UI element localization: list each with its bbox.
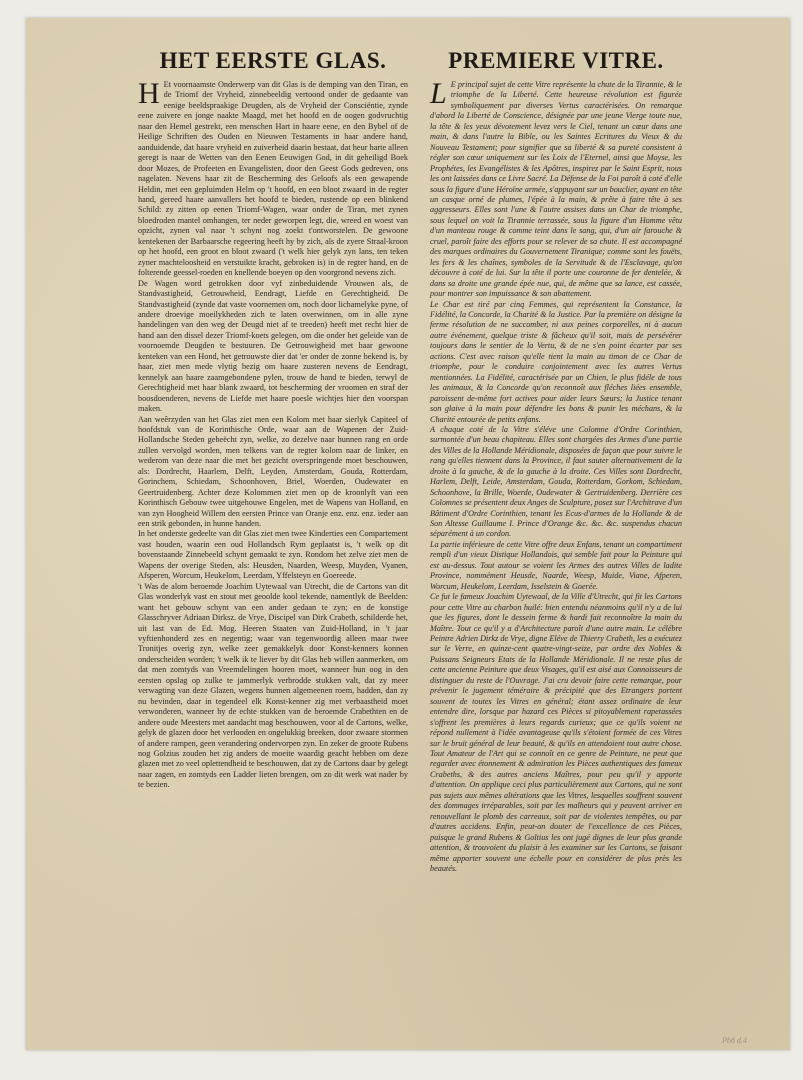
french-body (430, 77, 682, 874)
dutch-title: HET EERSTE GLAS. (159, 48, 387, 73)
french-title: PREMIERE VITRE. (448, 48, 664, 73)
pencil-annotation: Pb8 d.4 (722, 1036, 747, 1045)
french-text: E principal sujet de cette Vitre représente la chute de la Tirannie, & le triomphe de la Liberté. Cette heureuse révolution est figurée symboliquement par diverses Vertus caractérisées. On remarque d'abord la Liberté de Conscience, désignée par une jeune Vierge toute nue, la tête & les yeux dévotement levez vers le Ciel, tenant un cœur dans une main, & dans l'autre la Bible, ou les Saintes Ecritures du Vieux & du Nouveau Testament; pour signifier que sa liberté & sa pureté consistent à régler son cœur uniquement sur les Loix de l'Eternel, ainsi que Moyse, les Prophétes, les Evangélistes & les Apôtres, inspirez par le Saint Esprit, nous les ont laissées dans ce Livre Sacré. La Défense de la Foi paroît à coté d'elle sous la figure d'une Héroïne armée, s'appuyant sur un bouclier, ayant en tête un casque orné de plumes, l'épée à la main, & prête à faire tête à ses aggresseurs. Elles sont l'une & l'autre assises dans un Char de triomphe, sous lequel on voit la Tirannie terrassée, sous la figure d'un Homme vêtu d'un manteau rouge & comme teint dans le sang, qui, d'un air farouche & cruel, paroît faire des efforts pour se relever de sa chute. Il est accompagné des marques ordinaires du Gouvernement Tiranique; comme sont les fouëts, les fers & les chaînes, symboles de la Servitude & de l'Esclavage, qu'on découvre à coté de lui. Sur la tête il porte une couronne de fer dentelée, & dans sa droite une grande épée nue, qui, de même que sa lance, est cassée, pour montrer son impuissance & son abattement. Le Char est tiré par cinq Femmes, qui représentent la Constance, la Fidélité, la Concorde, la Charité & la Justice. Par la première on désigne la ferme résolution de ne succomber, ni aux peines corporelles, ni à aucun autre événement, quelque triste & fâcheux qu'il soit, mais de persévérer toujours dans le sentier de la Vertu, & de ne s'en point écarter par ses actions. C'est avec raison qu'elle tient la main au timon de ce Char de triomphe, pour le conduire conjointement avec les autres Vertus mentionnées. La Fidélité, caractérisée par un Chien, le plus fidéle de tous les animaux, & la Concorde qu'on reconnoît aux fléches liées ensemble, paroissent de-même fort actives pour aider leurs Sœurs; la Justice tenant son glaive à la main pour défendre les bons & punir les méchans, & la Charité entourée de petits enfans. A chaque coté de la Vitre s'éléve une Colomne d'Ordre Corinthien, surmontée d'un beau chapiteau. Elles sont chargées des Armes d'une partie des Villes de la Hollande Méridionale, disposées de façon que pour suivre le rang qu'elles tiennent dans la Province, il faut sauter alternativement de la droite à la gauche, & de la gauche à la droite. Ces Villes sont Dordrecht, Harlem, Delft, Leide, Amsterdam, Gouda, Rotterdam, Gorkom, Schiedam, Schoonhove, la Brille, Woerde, Oudewater & Gertruidenberg. Derrière ces Colomnes se présentent deux Anges de Sculpture, posez sur l'Architrave d'un Bâtiment d'Ordre Corinthien, tenant les Ecus-d'armes de la Hollande & de Son Altesse Guillaume I. Prince d'Orange &c. &c. &c. suspendus chacun séparément à un cordon. La partie inférieure de cette Vitre offre deux Enfans, tenant un compartiment rempli d'un vieux Distique Hollandois, qui semble fait pour la Peinture qui est au-dessus. Tout autour se voient les Armes des autres Villes de ladite Province, nommément Heusde, Naarde, Weesp, Muide, Viane, Afperen, Worcum, Heukelom, Leerdam, Isselstein & Goerée. Ce fut le fameux Joachim Uytewaal, de la Ville d'Utrecht, qui fit les Cartons pour cette Vitre au charbon huilé: bien entendu néanmoins qu'il n'y a de lui que les figures, dont le dessein ferme & hardi fait reconnoître la main du Maître. Tout ce qu'il y a d'Architecture paroît d'une autre main. Le célébre Peintre Adrien Dirkz de Vrye, digne Eléve de Thierry Crabeth, les a exécutez sur le Verre, en quinze-cent quatre-vingt-seize, par ordre des Nobles & Puissans Seigneurs Etats de la Hollande Méridionale. Il ne reste plus de cette ancienne Peinture que deux Visages, qu'il est aisé aux Connoisseurs de distinguer du reste de l'Ouvrage. J'ai cru devoir faire cette remarque, pour prévenir le jugement téméraire & précipité que des Etrangers portent souvent de toutes les Vitres en général; étant assez ordinaire de leur entendre dire, lorsque par hazard ces Pièces si pitoyablement rapetassées s'offrent les premières à leurs regards curieux; que ce qu'ils voient ne répond nullement à l'idée avantageuse qu'ils s'étoient formée de ces Vitres sur le bruit général de leur beauté, & qu'ils en attendoient tout autre chose. Tout Amateur de l'Art qui se connoît en ce genre de Peinture, ne peut que regarder avec étonnement & admiration les Pièces authentiques des fameux Crabeths, & des autres anciens Maîtres, pour peu qu'il y apporte d'attention. On applique ceci plus particulièrement aux Cartons, qui ne sont pas sujets aux mêmes altérations que les Vitres, lesquelles souffrent souvent des dommages irréparables, soit par les malheurs qui y peuvent arriver en renouvellant le plomb des carreaux, soit par de violentes tempêtes, ou par d'autres accidens. Enfin, peut-on douter de l'excellence de ces Pièces, puisque le grand Rubens & Goltius les ont jugé dignes de leur plus grande attention, & trouvoient du plaisir à les examiner sur les Cartons, se faisant même apporter souvent une échelle pour en considérer de plus près les beautés. (430, 80, 682, 873)
french-column (430, 48, 682, 874)
dutch-text: Et voornaamste Onderwerp van dit Glas is de demping van den Tiran, en de Triomf der Vryheid, zinnebeeldig vertoond onder de gedaante van eenige beeldspraakige Deugden, als de Vryheid der Consciëntie, zynde eene zuivere en jonge naakte Maagd, met het hoofd en de oogen godvruchtig naar den Hemel gestrekt, een menschen Hart in haare eene, en den Bybel of de Heilige Schriften des Ouden en Nieuwen Testaments in haar andere hand, aanduidende, dat haare vryheid en zuiverheid daarin bestaat, dat heur harte alleen geregt is naar de Wetten van den Eenen Eeuwigen God, in dit geheiligd Boek door Mozes, de Profeeten en Evangelisten, door den Geest Gods gedreven, ons nagelaten. Nevens haar zit de Bescherming des Geloofs als een gewapende Heldin, met een gepluimden Helm op 't hoofd, en een bloot zwaard in de regter hand, gereed haare aanvallers het hoofd te bieden, rustende op een blinkend Schild: zy zitten op eenen Triomf-Wagen, waar onder de Tiran, met zynen bloedroden mantel omhangen, ter neder geworpen legt, die, wreed en woest van opzicht, zynen val naar 't schynt nog zoekt t'ontworstelen. De gewoone kentekenen der Barbaarsche regeering heeft hy by zich, als de zyere Straal-kroon op het hoofd, een groot en bloot zwaard ('t welk hier gelyk zyn lans, ten teken zyner machteloosheid en verstuikte kracht, gebroken is) in de regter hand, en de folterende geessel-roeden en knellende boeyen op den voorgrond nevens zich. De Wagen word getrokken door vyf zinbeduidende Vrouwen als, de Standvastigheid, Getrouwheid, Eendragt, Liefde en Gerechtigheid. De Standvastigheid (zynde dat vaste voornemen om, noch door lichamelyke pyne, of andere droevige moeilykheden zich te laten overwinnen, om in alle zyne handelingen van den weg der Deugd niet af te treeden) heeft met recht hier de hand aan den dissel dezer Triomf-koets gelegen, om die onder het geleide van de voornoemde Deugden te bestuuren. De Getrouwigheid met haar gewoone kenteken van een Hond, het getrouwste dier dat 'er onder de zonne bekend is, by haar, ziet men mede vlytig bezig om haare zusteren nevens de Eendragt, kennelyk aan haare zaamgebondene pylen, trouw de hand te bieden, terwyl de Gerechtigheid met haar blank zwaard, tot bescherming der vroomen en straf der boosdoenderen, nevens de Liefde met haare poesle wichtjes hier den voorspan maken. Aan weêrzyden van het Glas ziet men een Kolom met haar sierlyk Capiteel of hoofdstuk van de Korinthische Orde, waar aan de Wapenen der Zuid-Hollandsche Steden geheëcht zyn, welke, zo dezelve naar hunnen rang en orde zullen vervolgd worden, men telkens van de regter kolom naar de linker, en wederom van deze naar die met het gezicht overspringende moet beschouwen, als: Dordrecht, Haarlem, Delft, Leyden, Amsterdam, Gouda, Rotterdam, Gorinchem, Schiedam, Schoonhoven, Briel, Woerden, Oudewater en Geertruidenberg. Achter deze Kolommen ziet men op de kroonlyft van een Korinthisch Gebouw twee uitgehouwe Engelen, met de Wapens van Holland, en van zyn Hoogheid Willem den eersten Prince van Oranje enz. enz. enz. ieder aan een strik gebonden, in hunne handen. In het onderste gedeelte van dit Glas ziet men twee Kinderties een Compartement vast houden, waarin een oud Hollandsch Rym geplaatst is, 't welk op dit bovenstaande Zinnebeeld schynt gemaakt te zyn. Rondom het zelve ziet men de Wapens der overige Steden, als: Heusden, Naarden, Weesp, Muyden, Vyanen, Afsperen, Worcum, Heukelom, Leerdam, Yffelsteyn en Goereede. 't Was de alom beroemde Joachim Uytewaal van Utrecht, die de Cartons van dit Glas wonderlyk vast en stout met geoolde kool tekende, namentlyk de Beelden: want het gebouw schynt van een ander gedaan te zyn; en de konstige Glasschryver Adriaan Dirksz. de Vrye, Discipel van Dirk Crabeth, schilderde het, uit last van de Ed. Mog. Heeren Staaten van Zuid-Holland, in 't jaar vyftienhonderd zes en negentig; waar van tegenwoordig alleen maar twee Tronitjes overig zyn, welke zeer gemakkelyk door Konst-kenners konnen onderscheiden worden; 't welk ik te liever by dit Glas heb willen aanmerken, om dat men zomtyds van Vreemdelingen hooren moet, wanneer hun oog in den eersten opslag op zulke te jammerlyk verbrodde stukken valt, dat zy meer verwagting van deze Glazen, wegens hunnen algemeenen roem, hadden, dan zy nu bevinden, daar in tegendeel elk Konst-kenner zig met verbaastheid moet verwonderen, wanneer hy de echte stukken van de beroemde Crabethten en de andere oude Meesters met aandacht mag beschouwen, voor al de Cartons, welke, gelyk de glazen door het verlooden en ongelukkig breeken, door zwaare stormen of andere rampen, geen verandering ondervorpen zyn. En zeker de groote Rubens nog Golzius zouden het zig anders de moeite waardig geacht hebben om deze glazen met zo veel oplettendheid te beschouwen, dat zy de Cartons daar by gelegt naar zagen, en zomtyds een Ladder lieten brengen, om zo dit werk wat nader by te bezien. (138, 80, 408, 790)
french-dropcap: L (430, 77, 447, 110)
paper-sheet (26, 18, 790, 1050)
dutch-column (138, 48, 408, 791)
dutch-body (138, 77, 408, 791)
dutch-dropcap: H (138, 77, 160, 110)
